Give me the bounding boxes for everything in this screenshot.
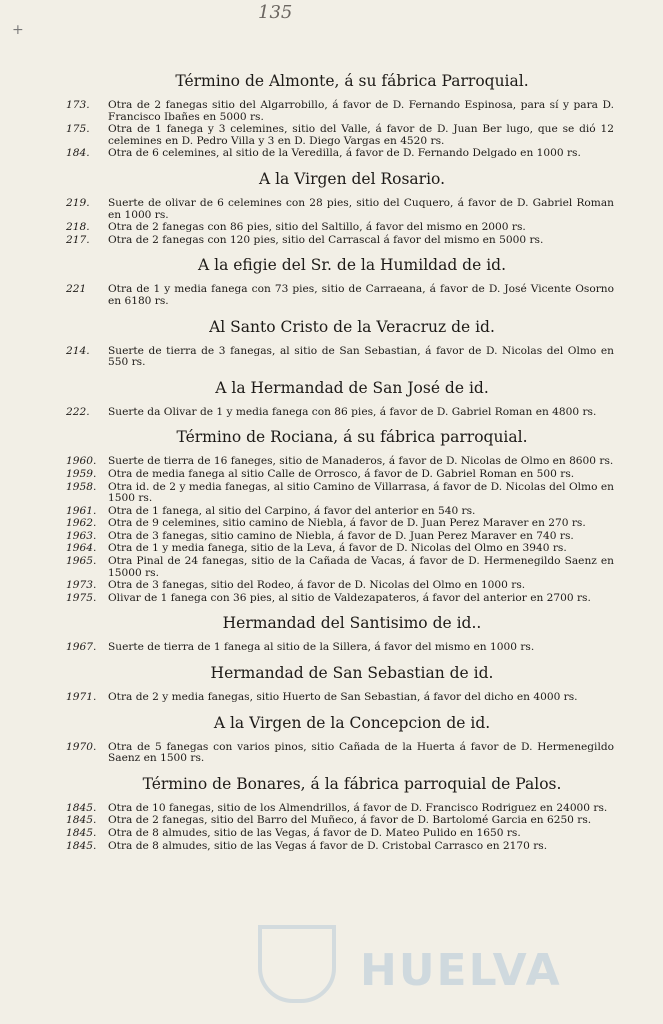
section — [66, 72, 614, 160]
entry-row — [66, 828, 614, 840]
section — [66, 170, 614, 246]
entry-row — [66, 841, 614, 853]
watermark-text: HUELVA — [360, 945, 562, 996]
entry-text: Otra de 6 celemines, al sitio de la Veredilla, á favor de D. Fernando Delgado en 1000 rs. — [108, 147, 581, 160]
entry-row — [66, 469, 614, 481]
entry-text: Otra de 3 fanegas, sitio camino de Niebla, á favor de D. Juan Perez Maraver en 740 rs. — [108, 529, 574, 542]
entry-text: Otra de 2 fanegas con 86 pies, sitio del Saltillo, á favor del mismo en 2000 rs. — [108, 221, 526, 234]
entry-number: 1963. — [66, 529, 97, 542]
entry-number: 1962. — [66, 517, 97, 530]
entry-number: 1961. — [66, 504, 97, 517]
entry-row — [66, 803, 614, 815]
entry-row — [66, 692, 614, 704]
entry-text: Olivar de 1 fanega con 36 pies, al sitio de Valdezapateros, á favor del anterior en 2700 rs. — [108, 591, 591, 604]
section-heading: A la Hermandad de San José de id. — [215, 378, 489, 397]
corner-mark: + — [12, 22, 24, 38]
entry-row — [66, 482, 614, 505]
section — [66, 775, 614, 852]
watermark-shield-icon — [258, 925, 336, 1003]
entry-text: Otra de 2 fanegas con 120 pies, sitio del Carrascal á favor del mismo en 5000 rs. — [108, 233, 544, 246]
entry-number: 1975. — [66, 591, 97, 604]
entry-number: 1958. — [66, 480, 97, 493]
entry-row — [66, 124, 614, 147]
entry-number: 1973. — [66, 579, 97, 592]
entry-text: Suerte de tierra de 3 fanegas, al sitio de San Sebastian, á favor de D. Nicolas del Olmo en 550 rs. — [108, 344, 614, 369]
entry-number: 173. — [66, 99, 90, 111]
entry-text: Otra de media fanega al sitio Calle de Orrosco, á favor de D. Gabriel Roman en 500 rs. — [108, 467, 575, 480]
entry-text: Otra de 3 fanegas, sitio del Rodeo, á favor de D. Nicolas del Olmo en 1000 rs. — [108, 579, 526, 592]
entry-row — [66, 100, 614, 123]
entry-number: 222. — [66, 405, 90, 418]
section — [66, 256, 614, 307]
document-body — [66, 62, 614, 853]
entry-text: Otra id. de 2 y media fanegas, al sitio Camino de Villarrasa, á favor de D. Nicolas del Olmo en 1500 rs. — [108, 480, 614, 505]
section-heading: Hermandad del Santisimo de id.. — [222, 614, 482, 633]
entry-row — [66, 543, 614, 555]
section — [66, 664, 614, 704]
section — [66, 614, 614, 654]
entry-row — [66, 235, 614, 247]
entry-row — [66, 580, 614, 592]
entry-number: 1971. — [66, 691, 97, 704]
entry-text: Suerte de tierra de 1 fanega al sitio de la Sillera, á favor del mismo en 1000 rs. — [108, 641, 535, 654]
entry-row — [66, 346, 614, 369]
section-heading: Hermandad de San Sebastian de id. — [210, 664, 494, 683]
entry-text: Suerte de tierra de 16 faneges, sitio de Manaderos, á favor de D. Nicolas de Olmo en 8600 rs. — [108, 455, 614, 468]
entry-number: 1960. — [66, 455, 97, 468]
entry-number: 1965. — [66, 555, 97, 568]
entry-row — [66, 407, 614, 419]
entry-row — [66, 642, 614, 654]
entry-text: Otra de 1 fanega, al sitio del Carpino, á favor del anterior en 540 rs. — [108, 504, 476, 517]
entry-text: Suerte da Olivar de 1 y media fanega con 86 pies, á favor de D. Gabriel Roman en 4800 rs. — [108, 405, 597, 418]
entry-number: 1964. — [66, 542, 97, 555]
entry-row — [66, 456, 614, 468]
entry-row — [66, 506, 614, 518]
entry-text: Otra de 1 fanega y 3 celemines, sitio del Valle, á favor de D. Juan Ber lugo, que se dió 12 celemines en D. Pedro Villa y 3 en D. Diego Vargas en 4520 rs. — [108, 123, 614, 147]
entry-number: 219. — [66, 196, 90, 209]
entry-text: Otra de 2 y media fanegas, sitio Huerto de San Sebastian, á favor del dicho en 4000 rs. — [108, 691, 578, 704]
entry-text: Otra Pinal de 24 fanegas, sitio de la Cañada de Vacas, á favor de D. Hermenegildo Saenz en 15000 rs. — [108, 555, 614, 579]
entry-text: Otra de 9 celemines, sitio camino de Niebla, á favor de D. Juan Perez Maraver en 270 rs. — [108, 517, 586, 530]
entry-text: Suerte de olivar de 6 celemines con 28 pies, sitio del Cuquero, á favor de D. Gabriel Roman en 1000 rs. — [108, 196, 614, 221]
section — [66, 428, 614, 604]
section — [66, 714, 614, 765]
entry-number: 1845. — [66, 814, 97, 827]
entry-row — [66, 531, 614, 543]
entry-number: 1970. — [66, 740, 97, 753]
entry-text: Otra de 2 fanegas, sitio del Barro del Muñeco, á favor de D. Bartolomé Garcia en 6250 rs. — [108, 814, 592, 827]
entry-number: 1845. — [66, 827, 97, 839]
entry-number: 218. — [66, 221, 90, 234]
entry-text: Otra de 8 almudes, sitio de las Vegas á favor de D. Cristobal Carrasco en 2170 rs. — [108, 839, 548, 852]
entry-row — [66, 222, 614, 234]
page-number: 135 — [258, 2, 293, 23]
section — [66, 318, 614, 369]
entry-row — [66, 556, 614, 579]
entry-number: 1959. — [66, 467, 97, 480]
entry-text: Otra de 1 y media fanega con 73 pies, sitio de Carraeana, á favor de D. José Vicente Osorno en 6180 rs. — [108, 283, 614, 307]
section-heading: Término de Almonte, á su fábrica Parroquial. — [175, 72, 529, 90]
entry-number: 1845. — [66, 839, 97, 852]
entry-text: Otra de 1 y media fanega, sitio de la Leva, á favor de D. Nicolas del Olmo en 3940 rs. — [108, 542, 567, 555]
entry-text: Otra de 8 almudes, sitio de las Vegas, á favor de D. Mateo Pulido en 1650 rs. — [108, 827, 521, 839]
entry-row — [66, 148, 614, 160]
entry-text: Otra de 2 fanegas sitio del Algarrobillo, á favor de D. Fernando Espinosa, para sí y para D. Francisco Ibañes en 5000 rs. — [108, 99, 614, 123]
section-heading: A la Virgen del Rosario. — [258, 169, 446, 188]
entry-row — [66, 815, 614, 827]
entry-number: 217. — [66, 233, 90, 246]
entry-row — [66, 518, 614, 530]
entry-row — [66, 742, 614, 765]
entry-number: 175. — [66, 123, 90, 136]
entry-number: 184. — [66, 147, 90, 160]
section-heading: Término de Bonares, á la fábrica parroquial de Palos. — [142, 774, 562, 793]
entry-row — [66, 593, 614, 605]
section-heading: Al Santo Cristo de la Veracruz de id. — [209, 317, 495, 336]
section-heading: A la Virgen de la Concepcion de id. — [213, 713, 491, 732]
entry-number: 1845. — [66, 801, 97, 814]
entry-number: 221 — [66, 283, 87, 296]
entry-row — [66, 198, 614, 221]
section-heading: Término de Rociana, á su fábrica parroquial. — [176, 428, 528, 447]
entry-number: 1967. — [66, 641, 97, 654]
entry-number: 214. — [66, 344, 90, 357]
entry-text: Otra de 5 fanegas con varios pinos, sitio Cañada de la Huerta á favor de D. Hermenegildo Saenz en 1500 rs. — [108, 740, 614, 765]
entry-row — [66, 284, 614, 307]
section-heading: A la efigie del Sr. de la Humildad de id. — [198, 256, 506, 275]
section — [66, 379, 614, 419]
entry-text: Otra de 10 fanegas, sitio de los Almendrillos, á favor de D. Francisco Rodriguez en 24000 rs. — [108, 801, 608, 814]
